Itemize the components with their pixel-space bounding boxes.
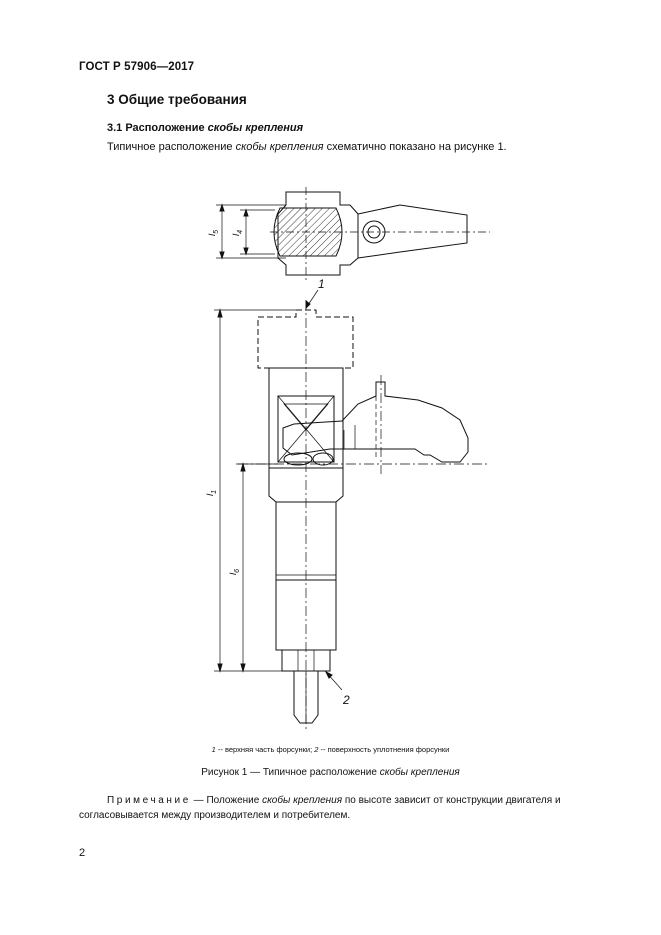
note-dash: — Положение — [190, 795, 263, 806]
page-number: 2 — [79, 847, 86, 859]
legend-text-1: -- верхняя часть форсунки; — [215, 745, 315, 754]
standard-header: ГОСТ Р 57906—2017 — [79, 61, 195, 73]
figure-legend — [0, 745, 661, 754]
legend-text-2: -- поверхность уплотнения форсунки — [318, 745, 450, 754]
injector-side-view — [214, 290, 490, 730]
note-label: Примечание — [107, 795, 191, 806]
dim-label-l1: $l_1$ — [205, 489, 218, 496]
dim-label-l5: $l_5$ — [207, 229, 220, 236]
note-rest: по высоте зависит от конструкции двигателя и согласовывается между производителем и потребителем. — [79, 795, 561, 821]
legend-num-2: 2 — [314, 745, 319, 754]
section-heading: 3 Общие требования — [107, 92, 247, 107]
clamp-top-view — [216, 187, 490, 282]
caption-prefix: Рисунок 1 — Типичное расположение — [201, 767, 380, 778]
dim-label-l4: $l_4$ — [231, 229, 244, 236]
note-emphasis: скобы крепления — [262, 795, 343, 806]
legend-num-1: 1 — [211, 745, 216, 754]
paragraph-after: схематично показано на рисунке 1. — [323, 141, 507, 153]
callout-1: 1 — [318, 277, 325, 291]
note-paragraph — [79, 793, 589, 823]
callout-2: 2 — [343, 693, 350, 707]
dim-label-l6: $l_6$ — [228, 568, 241, 575]
paragraph-before: Типичное расположение — [107, 141, 236, 153]
subsection-emphasis: скобы крепления — [207, 122, 304, 134]
caption-emphasis: скобы крепления — [379, 767, 460, 778]
paragraph-emphasis: скобы крепления — [235, 141, 324, 153]
subsection-prefix: 3.1 Расположение — [107, 122, 208, 134]
figure-caption — [0, 767, 661, 778]
